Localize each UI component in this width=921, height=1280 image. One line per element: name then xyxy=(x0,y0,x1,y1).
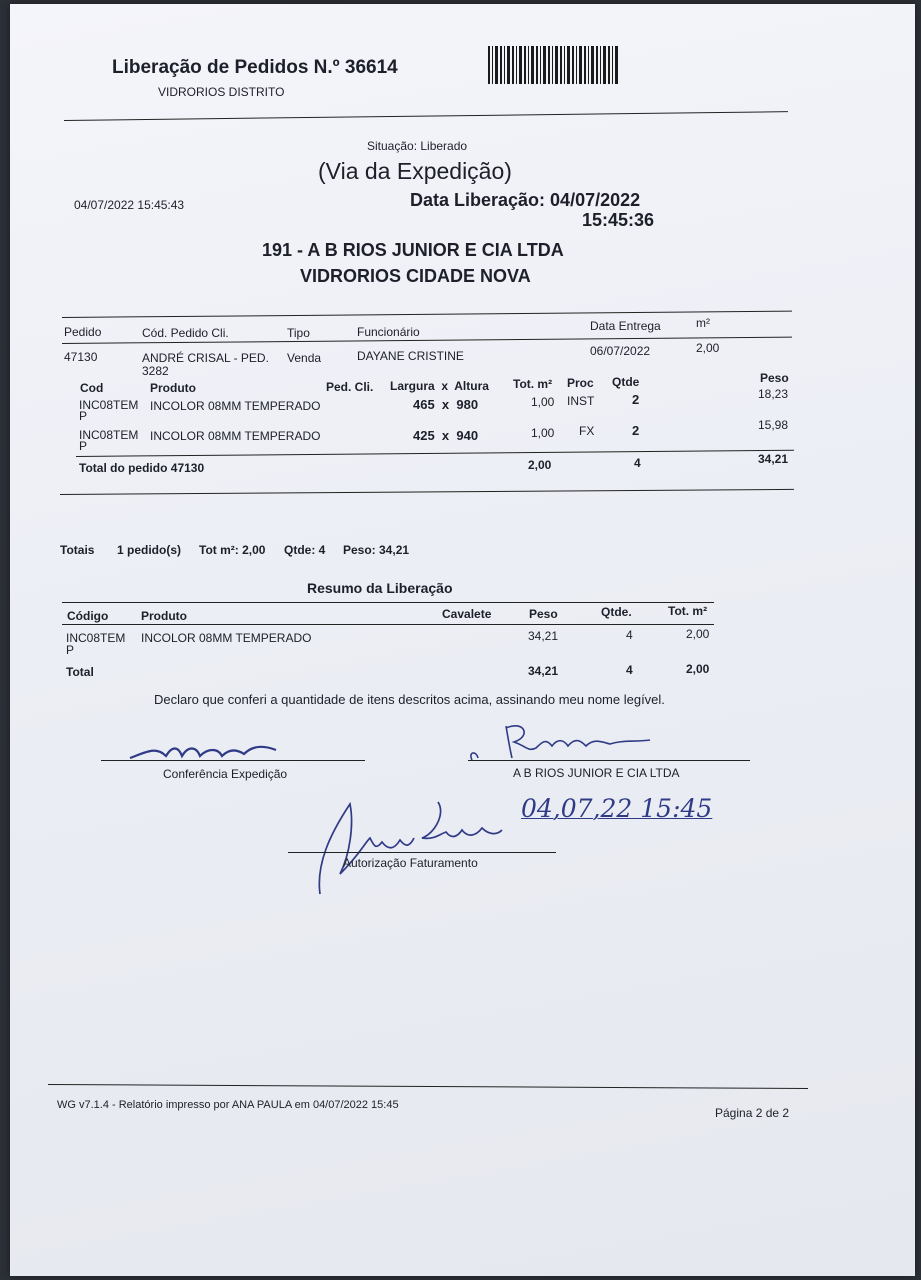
summary-top-divider xyxy=(62,602,714,603)
items-col-produto: Produto xyxy=(150,381,196,395)
summary-title: Resumo da Liberação xyxy=(307,580,453,596)
signature-line-autorizacao xyxy=(288,852,556,853)
col-pedido: Pedido xyxy=(64,325,102,339)
summary-row-tot-m2: 2,00 xyxy=(686,627,710,641)
col-m2: m² xyxy=(696,316,710,330)
summary-col-peso: Peso xyxy=(529,607,558,621)
items-col-qtde: Qtde xyxy=(612,375,640,389)
order-total-divider xyxy=(76,450,794,457)
item-1-cod-suffix: P xyxy=(79,409,88,423)
order-top-divider xyxy=(62,311,792,318)
item-2-produto: INCOLOR 08MM TEMPERADO xyxy=(150,429,321,443)
print-datetime: 04/07/2022 15:45:43 xyxy=(74,198,185,212)
via-label: (Via da Expedição) xyxy=(318,158,512,184)
page-number: Página 2 de 2 xyxy=(715,1106,790,1120)
item-2-qtde: 2 xyxy=(632,423,640,438)
order-cod-cli-2: 3282 xyxy=(142,364,169,378)
item-1-qtde: 2 xyxy=(632,392,640,407)
footer-divider xyxy=(48,1084,808,1089)
release-time: 15:45:36 xyxy=(582,210,655,230)
items-col-peso: Peso xyxy=(760,371,789,385)
item-2-cod-suffix: P xyxy=(79,439,88,453)
item-1-dimensions: 465 x 980 xyxy=(413,397,479,412)
order-cod-cli-1: ANDRÉ CRISAL - PED. xyxy=(142,351,269,365)
summary-row-peso: 34,21 xyxy=(528,629,559,643)
item-1-produto: INCOLOR 08MM TEMPERADO xyxy=(150,399,321,413)
summary-row-codigo: INC08TEM xyxy=(66,631,126,645)
summary-total-tot-m2: 2,00 xyxy=(686,662,710,676)
summary-header-divider xyxy=(62,624,714,625)
item-2-proc: FX xyxy=(579,424,595,438)
item-1-tot-m2: 1,00 xyxy=(531,395,555,409)
summary-col-cavalete: Cavalete xyxy=(442,607,492,621)
order-funcionario: DAYANE CRISTINE xyxy=(357,349,464,363)
barcode xyxy=(488,46,618,84)
item-2-dimensions: 425 x 940 xyxy=(413,428,479,443)
totals-pedidos: 1 pedido(s) xyxy=(117,543,182,557)
summary-row-produto: INCOLOR 08MM TEMPERADO xyxy=(141,631,312,645)
summary-row-codigo-suffix: P xyxy=(66,643,75,657)
item-1-peso: 18,23 xyxy=(758,387,789,401)
autorizacao-label: Autorização Faturamento xyxy=(343,856,478,870)
signature-line-conferencia xyxy=(101,760,365,761)
item-2-peso: 15,98 xyxy=(758,418,789,432)
company-name: VIDRORIOS DISTRITO xyxy=(158,85,285,99)
summary-row-qtde: 4 xyxy=(626,628,633,642)
items-col-tot-m2: Tot. m² xyxy=(513,377,553,391)
situation-label: Situação: Liberado xyxy=(367,139,468,153)
summary-total-qtde: 4 xyxy=(626,663,633,677)
signature-autorizacao xyxy=(310,794,510,904)
declaration-text: Declaro que conferi a quantidade de itens descritos acima, assinando meu nome legível. xyxy=(154,692,665,707)
order-total-tot-m2: 2,00 xyxy=(528,458,552,472)
order-total-label: Total do pedido 47130 xyxy=(79,461,205,475)
order-tipo: Venda xyxy=(287,351,322,365)
client-store: VIDRORIOS CIDADE NOVA xyxy=(300,266,531,286)
release-date: Data Liberação: 04/07/2022 xyxy=(410,190,641,210)
order-bottom-divider xyxy=(60,489,794,495)
totals-peso: Peso: 34,21 xyxy=(343,543,410,557)
items-col-ped-cli: Ped. Cli. xyxy=(326,380,374,394)
cliente-label: A B RIOS JUNIOR E CIA LTDA xyxy=(513,766,680,780)
signature-cliente xyxy=(466,718,656,766)
items-col-proc: Proc xyxy=(567,376,594,390)
handwritten-date: 04,07,22 15:45 xyxy=(521,794,713,823)
summary-col-qtde: Qtde. xyxy=(601,605,632,619)
items-col-cod: Cod xyxy=(80,381,104,395)
order-total-qtde: 4 xyxy=(634,456,641,470)
client-name: 191 - A B RIOS JUNIOR E CIA LTDA xyxy=(262,240,564,260)
summary-col-codigo: Código xyxy=(67,609,109,623)
order-m2: 2,00 xyxy=(696,341,720,355)
items-col-largura-altura: Largura x Altura xyxy=(390,379,489,393)
col-cod-cli: Cód. Pedido Cli. xyxy=(142,326,229,340)
summary-col-produto: Produto xyxy=(141,609,187,623)
item-1-cod: INC08TEM xyxy=(79,398,139,412)
header-divider xyxy=(64,111,788,121)
col-funcionario: Funcionário xyxy=(357,325,420,339)
item-2-tot-m2: 1,00 xyxy=(531,426,555,440)
document-title: Liberação de Pedidos N.º 36614 xyxy=(112,57,398,78)
document-page xyxy=(10,4,915,1276)
order-data-entrega: 06/07/2022 xyxy=(590,344,651,358)
summary-total-peso: 34,21 xyxy=(528,664,559,678)
totals-label: Totais xyxy=(60,543,95,557)
order-total-peso: 34,21 xyxy=(758,452,789,466)
item-2-cod: INC08TEM xyxy=(79,428,139,442)
item-1-proc: INST xyxy=(567,394,595,408)
conferencia-label: Conferência Expedição xyxy=(163,767,288,781)
col-tipo: Tipo xyxy=(287,326,310,340)
footer-report-info: WG v7.1.4 - Relatório impresso por ANA PAULA em 04/07/2022 15:45 xyxy=(57,1099,399,1111)
summary-col-tot-m2: Tot. m² xyxy=(668,604,708,618)
totals-qtde: Qtde: 4 xyxy=(284,543,326,557)
col-data-entrega: Data Entrega xyxy=(590,319,661,333)
signature-line-cliente xyxy=(468,760,750,761)
summary-total-label: Total xyxy=(66,665,94,679)
totals-tot-m2: Tot m²: 2,00 xyxy=(199,543,266,557)
order-pedido: 47130 xyxy=(64,350,98,364)
